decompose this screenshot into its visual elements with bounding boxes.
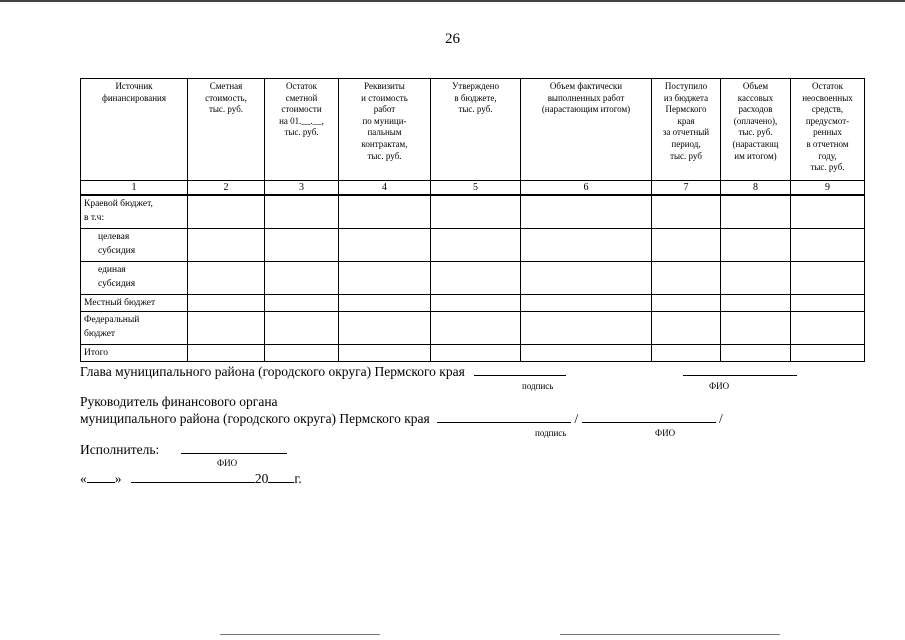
row-label: Краевой бюджет, в т.ч: [81,195,188,229]
row-label: целевая субсидия [81,229,188,262]
table-cell[interactable] [521,262,652,295]
table-cell[interactable] [431,295,521,312]
table-cell[interactable] [339,195,431,229]
row-label: Местный бюджет [81,295,188,312]
table-row-regional-budget [81,195,865,229]
table-cell[interactable] [791,229,865,262]
table-cell[interactable] [652,195,721,229]
header-cell: Утверждено в бюджете, тыс. руб. [431,79,521,181]
table-cell[interactable] [791,195,865,229]
table-cell[interactable] [791,312,865,345]
bottom-edge-mark [560,634,780,635]
table-cell[interactable] [431,345,521,362]
top-border-line [0,0,905,2]
fin-head-title-line1: Руководитель финансового органа [80,394,278,409]
table-cell[interactable] [652,312,721,345]
table-cell[interactable] [721,312,791,345]
column-number: 2 [188,181,265,196]
column-number: 7 [652,181,721,196]
fin-head-title-line2: муниципального района (городского округа) Пермского края [80,411,430,426]
table-cell[interactable] [265,229,339,262]
head-fio-blank[interactable] [683,363,797,376]
date-close-quote: » [114,471,122,486]
table-cell[interactable] [339,229,431,262]
table-cell[interactable] [652,229,721,262]
table-cell[interactable] [521,229,652,262]
head-signature-blank[interactable] [474,363,566,376]
table-cell[interactable] [265,262,339,295]
table-cell[interactable] [339,262,431,295]
table-row-federal-budget [81,312,865,345]
table-cell[interactable] [791,295,865,312]
table-cell[interactable] [652,345,721,362]
column-number: 1 [81,181,188,196]
slash-separator: / [718,411,723,426]
executor-fio-caption: ФИО [217,458,238,468]
table-cell[interactable] [188,345,265,362]
year-prefix: 20 [254,471,269,486]
fin-fio-blank[interactable] [582,410,716,423]
table-cell[interactable] [431,229,521,262]
table-cell[interactable] [431,262,521,295]
column-number: 5 [431,181,521,196]
date-open-quote: « [80,471,87,486]
bottom-edge-mark [220,634,380,635]
header-cell: Поступило из бюджета Пермского края за отчетный период, тыс. руб [652,79,721,181]
table-cell[interactable] [721,262,791,295]
table-cell[interactable] [791,262,865,295]
table-row-local-budget [81,295,865,312]
table-cell[interactable] [721,295,791,312]
table-row-total [81,345,865,362]
fin-signature-caption: подпись [535,428,567,438]
table-cell[interactable] [265,295,339,312]
header-cell: Источник финансирования [81,79,188,181]
table-cell[interactable] [265,312,339,345]
executor-fio-blank[interactable] [181,441,287,454]
table-cell[interactable] [431,195,521,229]
year-suffix: г. [294,471,302,486]
executor-line [80,441,287,458]
table-cell[interactable] [188,295,265,312]
table-cell[interactable] [652,262,721,295]
head-fio-line [683,363,797,380]
table-cell[interactable] [652,295,721,312]
fin-head-signature-line [80,410,723,427]
table-cell[interactable] [339,312,431,345]
table-cell[interactable] [431,312,521,345]
fin-fio-caption: ФИО [655,428,676,438]
header-cell: Остаток неосвоенных средств, предусмот- ренных в отчетном году, тыс. руб. [791,79,865,181]
table-row-single-subsidy [81,262,865,295]
table-cell[interactable] [521,295,652,312]
table-cell[interactable] [721,229,791,262]
table-cell[interactable] [265,345,339,362]
head-fio-caption: ФИО [709,381,730,391]
table-cell[interactable] [339,345,431,362]
table-cell[interactable] [188,229,265,262]
table-cell[interactable] [265,195,339,229]
column-number: 9 [791,181,865,196]
row-label: Итого [81,345,188,362]
table-cell[interactable] [791,345,865,362]
table-cell[interactable] [188,312,265,345]
row-label: Федеральный бюджет [81,312,188,345]
column-number: 6 [521,181,652,196]
date-day-blank[interactable] [87,470,115,483]
table-cell[interactable] [339,295,431,312]
header-cell: Объем фактически выполненных работ (нарастающим итогом) [521,79,652,181]
table-cell[interactable] [721,195,791,229]
slash-separator: / [574,411,579,426]
column-number: 8 [721,181,791,196]
column-number: 4 [339,181,431,196]
column-number: 3 [265,181,339,196]
table-cell[interactable] [188,195,265,229]
executor-label: Исполнитель: [80,442,160,457]
page-number: 26 [445,31,460,47]
column-number-row [81,181,865,196]
date-year-blank[interactable] [268,470,294,483]
header-cell: Сметная стоимость, тыс. руб. [188,79,265,181]
date-line [80,470,302,487]
table-cell[interactable] [521,195,652,229]
row-label: единая субсидия [81,262,188,295]
header-cell: Реквизиты и стоимость работ по муници- пальным контрактам, тыс. руб. [339,79,431,181]
financing-table [80,78,865,362]
table-cell[interactable] [521,312,652,345]
table-row-target-subsidy [81,229,865,262]
header-cell: Объем кассовых расходов (оплачено), тыс. руб. (нарастающ им итогом) [721,79,791,181]
head-title: Глава муниципального района (городского округа) Пермского края [80,364,465,379]
table-header-row [81,79,865,181]
fin-signature-blank[interactable] [437,410,571,423]
table-cell[interactable] [721,345,791,362]
head-signature-caption: подпись [522,381,554,391]
date-month-blank[interactable] [131,470,255,483]
table-cell[interactable] [188,262,265,295]
table-cell[interactable] [521,345,652,362]
head-signature-line [80,363,566,380]
header-cell: Остаток сметной стоимости на 01.__.__, тыс. руб. [265,79,339,181]
